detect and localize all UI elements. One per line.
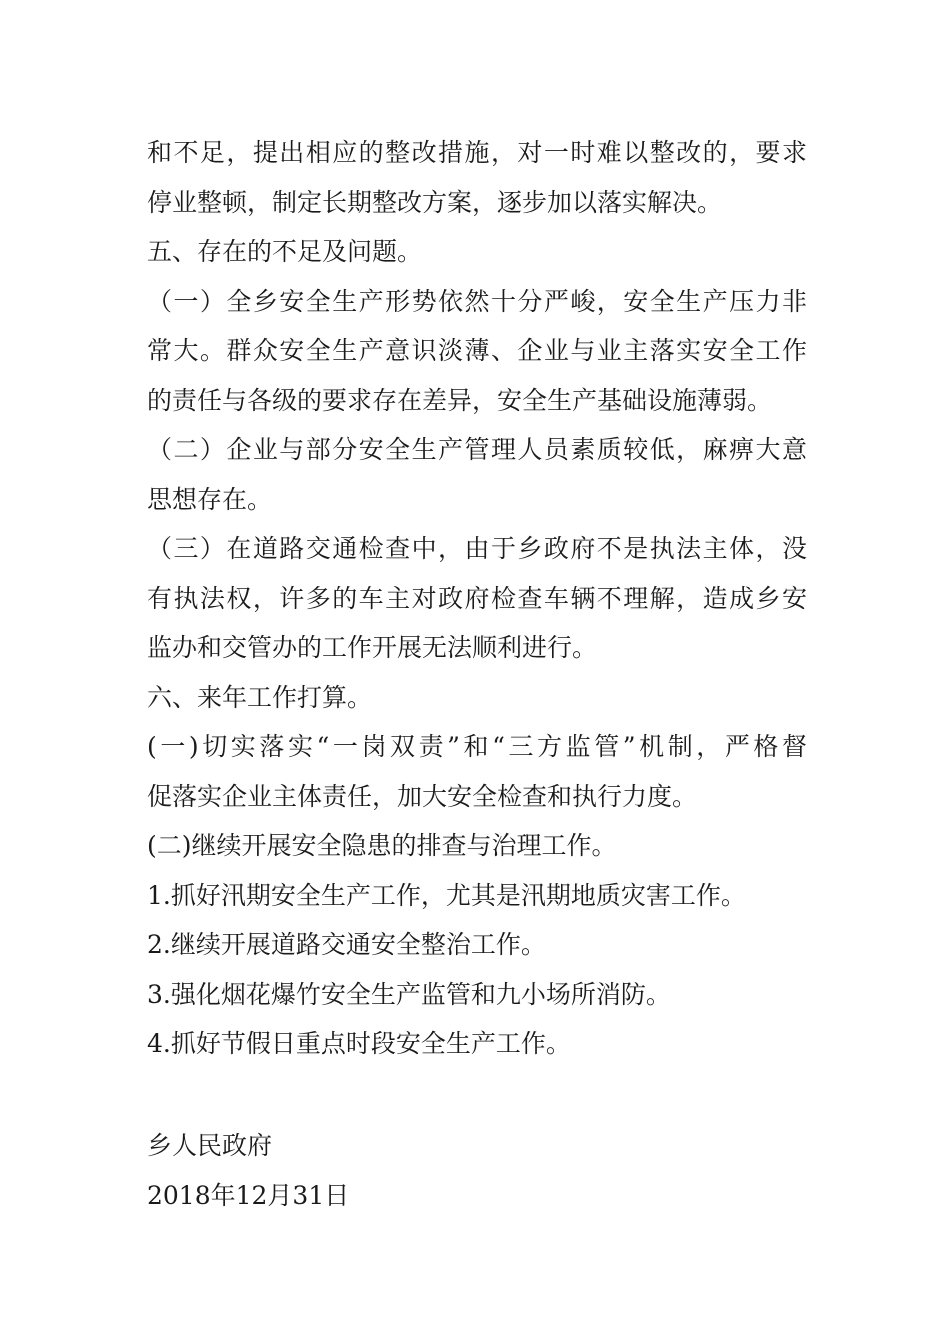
list-item: 4.抓好节假日重点时段安全生产工作。 [147, 1029, 571, 1058]
body-line: 和不足，提出相应的整改措施，对一时难以整改的，要求 [147, 138, 807, 167]
section-heading: 六、来年工作打算。 [147, 682, 373, 712]
body-line: 常大。群众安全生产意识淡薄、企业与业主落实安全工作 [147, 336, 807, 365]
body-line: （一）全乡安全生产形势依然十分严峻，安全生产压力非 [147, 286, 807, 316]
body-line: （二）企业与部分安全生产管理人员素质较低，麻痹大意 [147, 435, 807, 464]
signature-date: 2018年12月31日 [147, 1180, 350, 1210]
body-line: 促落实企业主体责任，加大安全检查和执行力度。 [147, 781, 698, 811]
signature-block [147, 1121, 647, 1220]
body-line: (一)切实落实“一岗双责”和“三方监管”机制，严格督 [147, 732, 807, 761]
body-line: 的责任与各级的要求存在差异，安全生产基础设施薄弱。 [147, 385, 773, 415]
list-item: 1.抓好汛期安全生产工作，尤其是汛期地质灾害工作。 [147, 880, 746, 910]
body-line: (二)继续开展安全隐患的排查与治理工作。 [147, 831, 617, 860]
body-line: 有执法权，许多的车主对政府检查车辆不理解，造成乡安 [147, 583, 807, 613]
document-body [147, 128, 807, 1069]
signature-org: 乡人民政府 [147, 1131, 273, 1160]
body-line: 思想存在。 [147, 484, 273, 514]
list-item: 3.强化烟花爆竹安全生产监管和九小场所消防。 [147, 979, 671, 1009]
body-line: （三）在道路交通检查中，由于乡政府不是执法主体，没 [147, 534, 807, 563]
body-line: 监办和交管办的工作开展无法顺利进行。 [147, 633, 598, 662]
body-line: 停业整顿，制定长期整改方案，逐步加以落实解决。 [147, 187, 723, 217]
list-item: 2.继续开展道路交通安全整治工作。 [147, 930, 546, 959]
section-heading: 五、存在的不足及问题。 [147, 237, 423, 266]
